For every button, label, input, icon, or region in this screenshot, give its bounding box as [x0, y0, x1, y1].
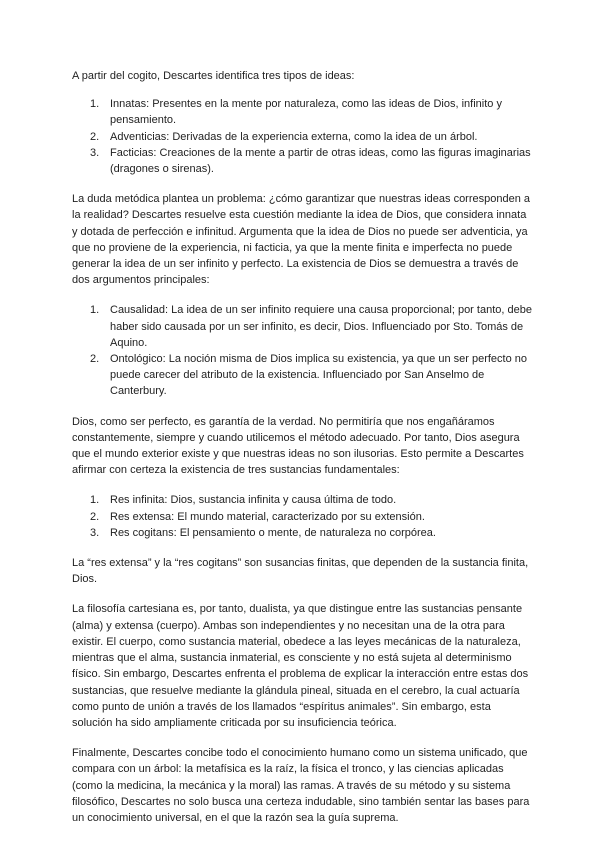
list-item: 3. Res cogitans: El pensamiento o mente, de naturaleza no corpórea.	[90, 526, 436, 539]
dios-paragraph: Dios, como ser perfecto, es garantía de la verdad. No permitiría que nos engañáramos constantemente, siempre y cuando utilicemos el método adecuado. Por tanto, Dios asegura que el mundo exterior existe y que nuestras ideas no son ilusorias. Esto permite a Descartes afirmar con certeza la existencia de tres sustancias fundamentales:	[72, 415, 524, 477]
list-item: 1. Res infinita: Dios, sustancia infinita y causa última de todo.	[90, 494, 397, 507]
final-paragraph: Finalmente, Descartes concibe todo el conocimiento humano como un sistema unificado, que compara con un árbol: la metafísica es la raíz, la física el tronco, y las ciencias aplicadas (como la medicina, la mecánica y la moral) las ramas. A través de su método y su sistema filosófico, Descartes no solo busca una certeza indudable, sino también sentar las bases para un conocimiento universal, en el que la razón sea la guía suprema.	[72, 747, 530, 824]
sustancias-list	[72, 492, 532, 541]
intro-paragraph: A partir del cogito, Descartes identifica tres tipos de ideas:	[72, 70, 355, 82]
list-item: 1. Causalidad: La idea de un ser infinito requiere una causa proporcional; por tanto, debe haber sido causada por un ser infinito, es decir, Dios. Influenciado por Sto. Tomás de Aquino.	[90, 304, 532, 349]
list-item: 3. Facticias: Creaciones de la mente a partir de otras ideas, como las figuras imaginarias (dragones o sirenas).	[90, 146, 531, 176]
argumentos-list	[72, 302, 532, 399]
list-item: 1. Innatas: Presentes en la mente por naturaleza, como las ideas de Dios, infinito y pensamiento.	[90, 98, 502, 127]
res-paragraph: La “res extensa” y la “res cogitans” son susancias finitas, que dependen de la sustancia finita, Dios.	[72, 557, 529, 586]
ideas-list	[72, 96, 532, 177]
dualista-paragraph: La filosofía cartesiana es, por tanto, dualista, ya que distingue entre las sustancias pensante (alma) y extensa (cuerpo). Ambas son independientes y no necesitan una de la otra para existir. El cuerpo, como sustancia material, obedece a las leyes mecánicas de la naturaleza, mientras que el alma, sustancia inmaterial, es consciente y no está sujeta al determinismo físico. Sin embargo, Descartes enfrenta el problema de explicar la interacción entre estas dos sustancias, que resuelve mediante la glándula pineal, situada en el cerebro, la cual actuaría como punto de unión a través de los llamados “espíritus animales”. Sin embargo, esta solución ha sido ampliamente criticada por su insuficiencia teórica.	[72, 603, 529, 729]
list-item: 2. Res extensa: El mundo material, caracterizado por su extensión.	[90, 510, 425, 523]
list-item: 2. Adventicias: Derivadas de la experiencia externa, como la idea de un árbol.	[90, 130, 478, 143]
duda-paragraph: La duda metódica plantea un problema: ¿cómo garantizar que nuestras ideas corresponden a la realidad? Descartes resuelve esta cuestión mediante la idea de Dios, que considera innata y dotada de perfección e infinitud. Argumenta que la idea de Dios no puede ser adventicia, ya que no proviene de la experiencia, ni facticia, ya que la mente finita e imperfecta no puede generar la idea de un ser infinito y perfecto. La existencia de Dios se demuestra a través de dos argumentos principales:	[72, 193, 531, 287]
list-item: 2. Ontológico: La noción misma de Dios implica su existencia, ya que un ser perfecto no puede carecer del atributo de la existencia. Influenciado por San Anselmo de Canterbury.	[90, 353, 527, 398]
